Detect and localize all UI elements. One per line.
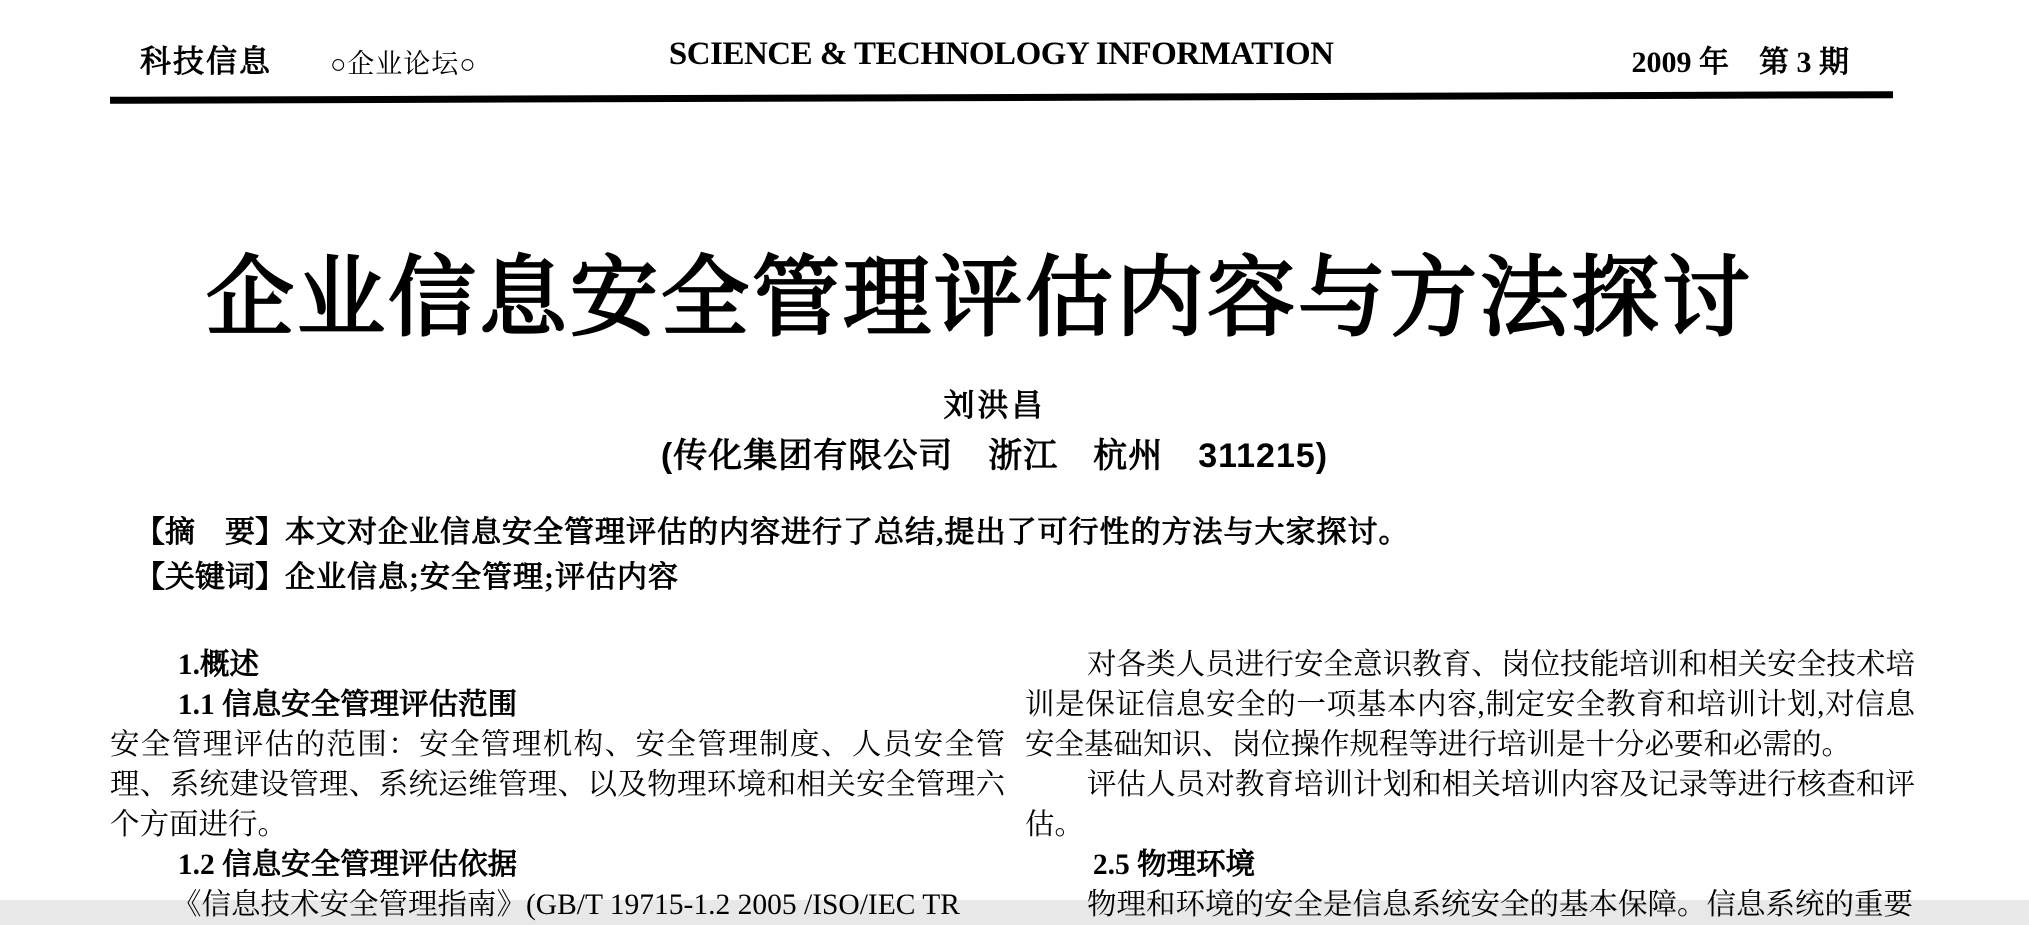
abstract-label: 【摘 要】	[135, 516, 285, 549]
body-paragraph: 安全管理评估的范围：安全管理机构、安全管理制度、人员安全管理、系统建设管理、系统运维管理、以及物理环境和相关安全管理六个方面进行。	[110, 729, 1005, 841]
column-section-label: ○企业论坛○	[330, 49, 477, 79]
author-affiliation: (传化集团有限公司 浙江 杭州 311215)	[660, 437, 1329, 475]
abstract-line	[135, 516, 1605, 550]
journal-name-cn: 科技信息	[140, 44, 272, 79]
column-right	[1025, 645, 1915, 925]
journal-name-en: SCIENCE & TECHNOLOGY INFORMATION	[668, 36, 1334, 72]
body-paragraph: 物理和环境的安全是信息系统安全的基本保障。信息系统的重要	[1086, 889, 1913, 921]
column-left	[110, 645, 1005, 925]
keywords-label: 【关键词】	[135, 561, 285, 594]
section-heading: 1.1 信息安全管理评估范围	[177, 689, 518, 721]
author-name: 刘洪昌	[943, 388, 1046, 423]
abstract-text: 本文对企业信息安全管理评估的内容进行了总结,提出了可行性的方法与大家探讨。	[285, 516, 1410, 549]
section-heading: 1.概述	[177, 649, 259, 681]
header-rule	[110, 91, 1893, 104]
section-heading: 2.5 物理环境	[1092, 849, 1256, 881]
article-title: 企业信息安全管理评估内容与方法探讨	[205, 251, 1753, 348]
body-paragraph: 评估人员对教育培训计划和相关培训内容及记录等进行核查和评估。	[1025, 769, 1915, 841]
body-paragraph: 《信息技术安全管理指南》(GB/T 19715-1.2 2005 /ISO/IEC TR	[171, 889, 960, 921]
issue-info: 2009 年 第 3 期	[1631, 46, 1849, 79]
body-paragraph: 对各类人员进行安全意识教育、岗位技能培训和相关安全技术培训是保证信息安全的一项基本内容,制定安全教育和培训计划,对信息安全基础知识、岗位操作规程等进行培训是十分必要和必需的。	[1025, 649, 1915, 761]
keywords-line	[135, 561, 1605, 595]
section-heading: 1.2 信息安全管理评估依据	[177, 849, 518, 881]
keywords-text: 企业信息;安全管理;评估内容	[285, 561, 679, 594]
